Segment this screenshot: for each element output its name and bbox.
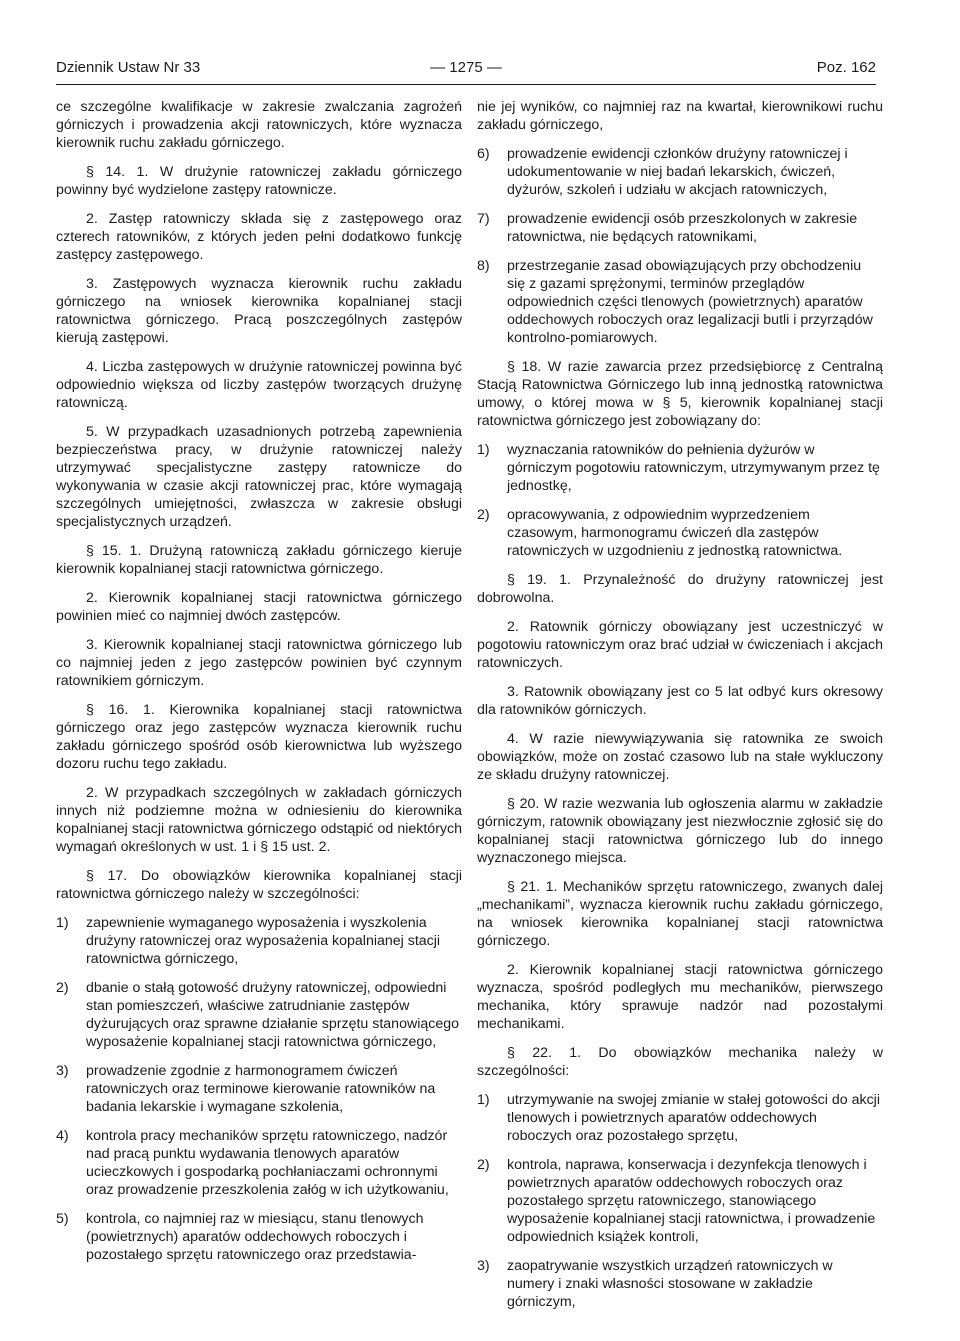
list-item <box>477 506 883 560</box>
list-item-number: 1) <box>477 442 490 458</box>
list-item-number: 5) <box>56 1211 69 1227</box>
list-item-text: kontrola pracy mechaników sprzętu ratowniczego, nadzór nad pracą punktu wydawania tlenowych aparatów ucieczkowych i gospodarką pochłaniaczami ochronnymi oraz prowadzenie przeszkolenia załóg w ich użytkowaniu, <box>86 1128 449 1198</box>
list-item-number: 3) <box>56 1063 69 1079</box>
list-item <box>477 1156 883 1246</box>
list-item-text: zaopatrywanie wszystkich urządzeń ratowniczych w numery i znaki własności stosowane w zakładzie górniczym, <box>507 1258 833 1310</box>
paragraph-s15-1: § 15. 1. Drużyną ratowniczą zakładu górniczego kieruje kierownik kopalnianej stacji ratownictwa górniczego. <box>56 543 462 577</box>
page-number: — 1275 — <box>430 59 502 76</box>
paragraph-continuation: nie jej wyników, co najmniej raz na kwartał, kierownikowi ruchu zakładu górniczego, <box>477 99 883 133</box>
paragraph-s15-3: 3. Kierownik kopalnianej stacji ratownictwa górniczego lub co najmniej jeden z jego zastępców powinien być czynnym ratownikiem górniczym. <box>56 637 462 689</box>
paragraph-s14-4: 4. Liczba zastępowych w drużynie ratowniczej powinna być odpowiednio większa od liczby zastępów tworzących drużynę ratowniczą. <box>56 359 462 411</box>
list-item-number: 4) <box>56 1128 69 1144</box>
paragraph-s21-2: 2. Kierownik kopalnianej stacji ratownictwa górniczego wyznacza, spośród podległych mu mechaników, pierwszego mechanika, który sprawuje nadzór nad pozostałymi mechanikami. <box>477 962 883 1032</box>
list-item-text: opracowywania, z odpowiednim wyprzedzeniem czasowym, harmonogramu ćwiczeń dla zastępów ratowniczych w uzgodnieniu z jednostką ratownictwa. <box>507 507 843 559</box>
list-item-number: 8) <box>477 258 490 274</box>
list-item <box>477 441 883 495</box>
list-item-number: 1) <box>56 915 69 931</box>
list-item-number: 3) <box>477 1258 490 1274</box>
paragraph-s19-2: 2. Ratownik górniczy obowiązany jest uczestniczyć w pogotowiu ratowniczym oraz brać udział w ćwiczeniach i akcjach ratowniczych. <box>477 619 883 671</box>
paragraph-intro: ce szczególne kwalifikacje w zakresie zwalczania zagrożeń górniczych i prowadzenia akcji ratowniczych, które wyznacza kierownik ruchu zakładu górniczego. <box>56 99 462 151</box>
left-column <box>56 98 462 1275</box>
list-item <box>477 257 883 347</box>
list-item <box>477 1257 883 1311</box>
paragraph-s15-2: 2. Kierownik kopalnianej stacji ratownictwa górniczego powinien mieć co najmniej dwóch zastępców. <box>56 590 462 624</box>
paragraph-s21-1: § 21. 1. Mechaników sprzętu ratowniczego, zwanych dalej „mechanikami”, wyznacza kierownik ruchu zakładu górniczego, na wniosek kierownika kopalnianej stacji ratownictwa górniczego. <box>477 879 883 949</box>
paragraph-s14-5: 5. W przypadkach uzasadnionych potrzebą zapewnienia bezpieczeństwa pracy, w drużynie ratowniczej należy utrzymywać specjalistyczne zastępy ratownicze do wykonywania w czasie akcji ratowniczej prac, które wymagają szczególnych umiejętności, zwłaszcza w zakresie obsługi specjalistycznych urządzeń. <box>56 424 462 530</box>
paragraph-s20: § 20. W razie wezwania lub ogłoszenia alarmu w zakładzie górniczym, ratownik obowiązany jest niezwłocznie zgłosić się do kopalnianej stacji ratownictwa górniczego lub do innego wyznaczonego miejsca. <box>477 796 883 866</box>
page-header <box>56 58 876 78</box>
paragraph-s16-1: § 16. 1. Kierownika kopalnianej stacji ratownictwa górniczego oraz jego zastępców wyznacza kierownik ruchu zakładu górniczego spośród osób kierownictwa lub wyższego dozoru ruchu tego zakładu. <box>56 702 462 772</box>
list-item-number: 1) <box>477 1092 490 1108</box>
paragraph-s14-2: 2. Zastęp ratowniczy składa się z zastępowego oraz czterech ratowników, z których jeden pełni dodatkowo funkcję zastępcy zastępowego. <box>56 211 462 263</box>
list-item <box>56 1062 462 1116</box>
list-item-text: prowadzenie ewidencji członków drużyny ratowniczej i udokumentowanie w niej badań lekarskich, ćwiczeń, dyżurów, szkoleń i udziału w akcjach ratowniczych, <box>507 146 848 198</box>
header-rule <box>56 84 876 85</box>
list-item <box>56 1210 462 1264</box>
list-item <box>56 914 462 968</box>
list-item-number: 2) <box>477 1157 490 1173</box>
paragraph-s17-intro: § 17. Do obowiązków kierownika kopalnianej stacji ratownictwa górniczego należy w szczególności: <box>56 868 462 902</box>
list-item-text: wyznaczania ratowników do pełnienia dyżurów w górniczym pogotowiu ratowniczym, utrzymywanym przez tę jednostkę, <box>507 442 880 494</box>
list-item-text: zapewnienie wymaganego wyposażenia i wyszkolenia drużyny ratowniczej oraz wyposażenia kopalnianej stacji ratownictwa górniczego, <box>86 915 441 967</box>
list-item-text: kontrola, naprawa, konserwacja i dezynfekcja tlenowych i powietrznych aparatów oddechowych roboczych oraz pozostałego sprzętu ratowniczego, stanowiącego wyposażenie kopalnianej stacji ratownictwa, i prowadzenie odpowiednich książek kontroli, <box>507 1157 876 1245</box>
list-item-number: 6) <box>477 146 490 162</box>
list-item-number: 2) <box>477 507 490 523</box>
list-item <box>477 210 883 246</box>
list-item <box>56 1127 462 1199</box>
paragraph-s19-3: 3. Ratownik obowiązany jest co 5 lat odbyć kurs okresowy dla ratowników górniczych. <box>477 684 883 718</box>
right-column <box>477 98 883 1322</box>
paragraph-s16-2: 2. W przypadkach szczególnych w zakładach górniczych innych niż podziemne można w odniesieniu do kierownika kopalnianej stacji ratownictwa górniczego odstąpić od niektórych wymagań określonych w ust. 1 i § 15 ust. 2. <box>56 785 462 855</box>
list-item-text: prowadzenie zgodnie z harmonogramem ćwiczeń ratowniczych oraz terminowe kierowanie ratowników na badania lekarskie i wymagane szkolenia, <box>86 1063 436 1115</box>
list-item <box>477 1091 883 1145</box>
journal-title: Dziennik Ustaw Nr 33 <box>56 59 201 76</box>
list-item <box>56 979 462 1051</box>
list-item-text: dbanie o stałą gotowość drużyny ratowniczej, odpowiedni stan pomieszczeń, właściwe zatrudnianie zastępów dyżurujących oraz sprawne działanie sprzętu stanowiącego wyposażenie kopalnianej stacji ratownictwa górniczego, <box>86 980 460 1050</box>
paragraph-s18-intro: § 18. W razie zawarcia przez przedsiębiorcę z Centralną Stacją Ratownictwa Górniczego lub inną jednostką ratownictwa umowy, o której mowa w § 5, kierownik kopalnianej stacji ratownictwa górniczego jest zobowiązany do: <box>477 359 883 429</box>
position-number: Poz. 162 <box>816 59 876 76</box>
paragraph-s19-4: 4. W razie niewywiązywania się ratownika ze swoich obowiązków, może on zostać czasowo lub na stałe wykluczony ze składu drużyny ratowniczej. <box>477 731 883 783</box>
paragraph-s19-1: § 19. 1. Przynależność do drużyny ratowniczej jest dobrowolna. <box>477 572 883 606</box>
list-item-number: 7) <box>477 211 490 227</box>
list-item-text: kontrola, co najmniej raz w miesiącu, stanu tlenowych (powietrznych) aparatów oddechowych roboczych i pozostałego sprzętu ratowniczego oraz przedstawia- <box>86 1211 424 1263</box>
paragraph-s14-3: 3. Zastępowych wyznacza kierownik ruchu zakładu górniczego na wniosek kierownika kopalnianej stacji ratownictwa górniczego. Pracą poszczególnych zastępów kierują zastępowi. <box>56 276 462 346</box>
list-item <box>477 145 883 199</box>
list-item-text: przestrzeganie zasad obowiązujących przy obchodzeniu się z gazami sprężonymi, terminów przeglądów odpowiednich części tlenowych (powietrznych) aparatów oddechowych roboczych oraz legalizacji butli i przyrządów kontrolno-pomiarowych. <box>507 258 873 346</box>
paragraph-s14-1: § 14. 1. W drużynie ratowniczej zakładu górniczego powinny być wydzielone zastępy ratownicze. <box>56 164 462 198</box>
paragraph-s22-intro: § 22. 1. Do obowiązków mechanika należy w szczególności: <box>477 1045 883 1079</box>
list-item-text: utrzymywanie na swojej zmianie w stałej gotowości do akcji tlenowych i powietrznych aparatów oddechowych roboczych oraz pozostałego sprzętu, <box>507 1092 880 1144</box>
list-item-text: prowadzenie ewidencji osób przeszkolonych w zakresie ratownictwa, nie będących ratownikami, <box>507 211 858 245</box>
list-item-number: 2) <box>56 980 69 996</box>
